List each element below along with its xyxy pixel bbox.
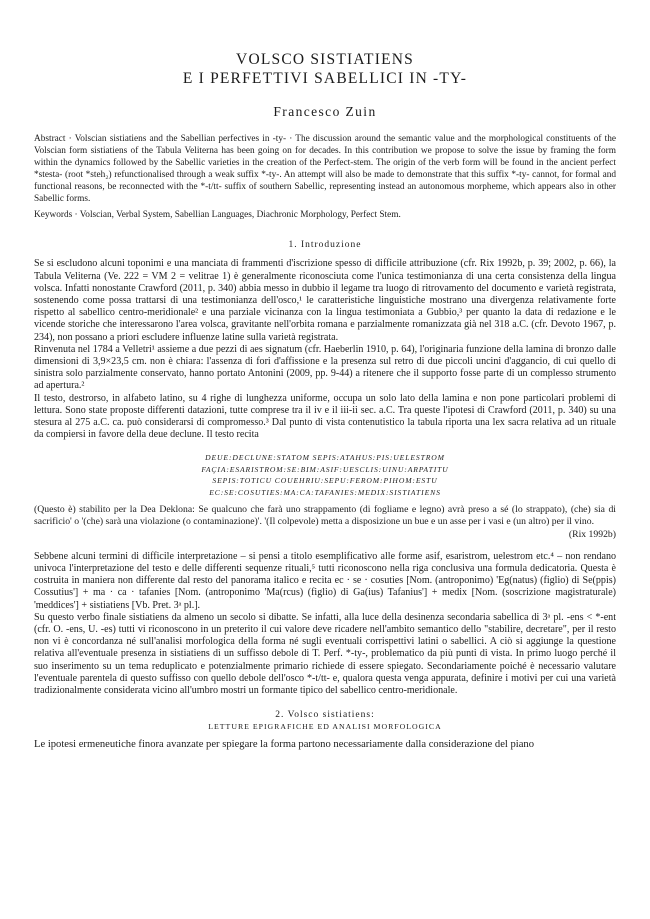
inscription-text [34,452,616,498]
inscription-line: SEPIS:TOTICU COUEHRIU:SEPU:FEROM:PIHOM:ESTU [212,476,438,486]
article-page [34,50,616,751]
article-title-line-2: E I PERFETTIVI SABELLICI IN -TY- [182,70,468,87]
article-author: Francesco Zuin [273,104,377,119]
section-1-heading: 1. Introduzione [288,240,362,251]
inscription-line: EC:SE:COSUTIES:MA:CA:TAFANIES:MEDIX:SISTIATIENS [209,487,441,497]
abstract: Abstract · Volscian sistiatiens and the Sabellian perfectives in -ty- · The discussion around the semantic value and the morphological constituents of the Volscian form sistiatiens of the Tabula Veliterna has been going on for decades. In this contribution we propose to solve the issue by framing the form within the dynamics followed by the Sabellic varieties in the creation of the Perfect-stem. The origin of the verb form will be found in the ancient perfect *stesta- (root *steh₂) refunctionalised through a weak suffix *-ty-. An attempt will also be made to demonstrate that this suffix *-ty- cannot, for formal and functional reasons, be reconnected with the *-t/tt- suffix of southern Sabellic, representing instead an autonomous morpheme, which appears also in other Sabellic forms. [34,134,616,204]
paragraph-3: Il testo, destrorso, in alfabeto latino, su 4 righe di lunghezza uniforme, occupa un solo lato della lamina e non pone particolari problemi di lettura. Sono state proposte differenti datazioni, tutte comprese tra il iv e il iii-ii sec. a.C. Tra queste l'ipotesi di Crawford (2011, p. 340) su una stesura al 275 a.C. ca. può considerarsi di compromesso.³ Dal punto di vista contenutistico la tabula riporta una lex sacra relativa ad un rituale da compiersi in favore della deue declune. Il testo recita [34,392,616,441]
article-title-line-1: VOLSCO SISTIATIENS [236,51,414,68]
section-2-first-line: Le ipotesi ermeneutiche finora avanzate per spiegare la forma partono necessariamente dalla considerazione del piano [34,739,535,751]
inscription-line: DEUE:DECLUNE:STATOM SEPIS:ATAHUS:PIS:UELESTROM [205,453,445,463]
paragraph-5: Su questo verbo finale sistiatiens da almeno un secolo si dibatte. Se infatti, alla luce della desinenza secondaria sabellica di 3ᵃ pl. -ens < *-ent (cfr. O. -ens, U. -es) tutti vi riconoscono in un preterito il cui valore deve ricadere nell'ambito semantico dello "stabilire, decretare", per il resto non vi è concordanza né sull'analisi morfologica della forma né sugli eventuali corrispettivi latini o sabellici. A ciò si aggiunge la questione relativa all'eventuale presenza in sistiatiens di un suffisso debole di T. Perf. *-ty-, problematico da più punti di vista. In primo luogo perché il suo inserimento su un tema reduplicato e potenzialmente primario richiede di essere spiegato. Secondariamente poiché è necessario valutare l'eventuale parentela di questo suffisso con quello debole dell'osco *-t/tt- e, qualora questa venga appurata, definire i motivi per cui una varietà tradizionalmente considerata vicino all'umbro mostri un formante tipico del sabellico centro-meridionale. [34,611,616,696]
paragraph-2: Rinvenuta nel 1784 a Velletri¹ assieme a due pezzi di aes signatum (cfr. Haeberlin 1910, p. 64), l'originaria funzione della lamina di bronzo dalle dimensioni di 3,9×23,5 cm. non è chiara: l'assenza di fori d'affissione e la presenza sul retro di due piccoli uncini d'aggancio, di cui quello di sinistra solo parzialmente conservato, hanno portato Antonini (2009, pp. 9-44) a ritenere che il supporto fosse parte di un complesso strumento ad apertura.² [34,343,616,392]
keywords: Keywords · Volscian, Verbal System, Sabellian Languages, Diachronic Morphology, Perfect Stem. [34,210,401,221]
section-2-subheading: LETTURE EPIGRAFICHE ED ANALISI MORFOLOGICA [208,722,442,732]
translation-citation: (Rix 1992b) [568,528,616,540]
paragraph-4: Sebbene alcuni termini di difficile interpretazione – si pensi a titolo esemplificativo alle forme asif, esaristrom, uelestrom etc.⁴ – non rendano univoca l'interpretazione del testo e delle differenti sequenze rituali,⁵ tutti riconoscono nella riga conclusiva una formula dedicatoria. Questa è costruita in maniera non differente dal resto del panorama italico e recita ec · se · cosuties [Nom. (antroponimo) 'Eg(natus) (figlio) di Se(ppis) Cossutius'] + ma · ca · tafanies [Nom. (antroponimo 'Ma(rcus) (figlio) di Ga(ius) Tafanius'] + medix [Nom. (soscrizione magistraturale) 'meddices'] + sistiatiens [Vb. Pret. 3ᵃ pl.]. [34,550,616,611]
inscription-line: FAÇIA:ESARISTROM:SE:BIM:ASIF:UESCLIS:UINU:ARPATITU [201,464,449,474]
section-1-body [34,258,616,697]
section-2-heading: 2. Volsco sistiatiens: [275,710,375,721]
paragraph-1: Se si escludono alcuni toponimi e una manciata di frammenti d'iscrizione spesso di difficile attribuzione (cfr. Rix 1992b, p. 39; 2002, p. 66), la Tabula Veliterna (Ve. 222 = VM 2 = velitrae 1) è generalmente riconosciuta come l'unica testimonianza di una certa consistenza della lingua volsca. Infatti nonostante Crawford (2011, p. 340) abbia messo in dubbio il legame tra luogo di ritrovamento del documento e varietà registrata, sostenendo come possa trattarsi di una testimonianza dell'osco,¹ le caratteristiche linguistiche mostrano una divergenza relativamente forte rispetto al sabellico centro-meridionale² e una parziale vicinanza con la lingua testimoniata a Gubbio,³ per quanto la data di redazione e le vicende storiche che interessarono l'area volsca, gravitante nell'orbita romana e parzialmente romanizzata già nel 318 a.C. (cfr. Devoto 1967, p. 234), non possano a priori escludere influenze latine sulla varietà registrata. [34,258,616,343]
inscription-translation: (Questo è) stabilito per la Dea Deklona: Se qualcuno che farà uno strappamento (di fogliame e legno) avrà preso a sé (lo strappato), (che) sia di sacrificio' o '(che) sarà una violazione (o contaminazione)'. '(Il colpevole) metta a disposizione un bue e un asse per i vasi e (un altro) per il vino. [34,504,616,527]
